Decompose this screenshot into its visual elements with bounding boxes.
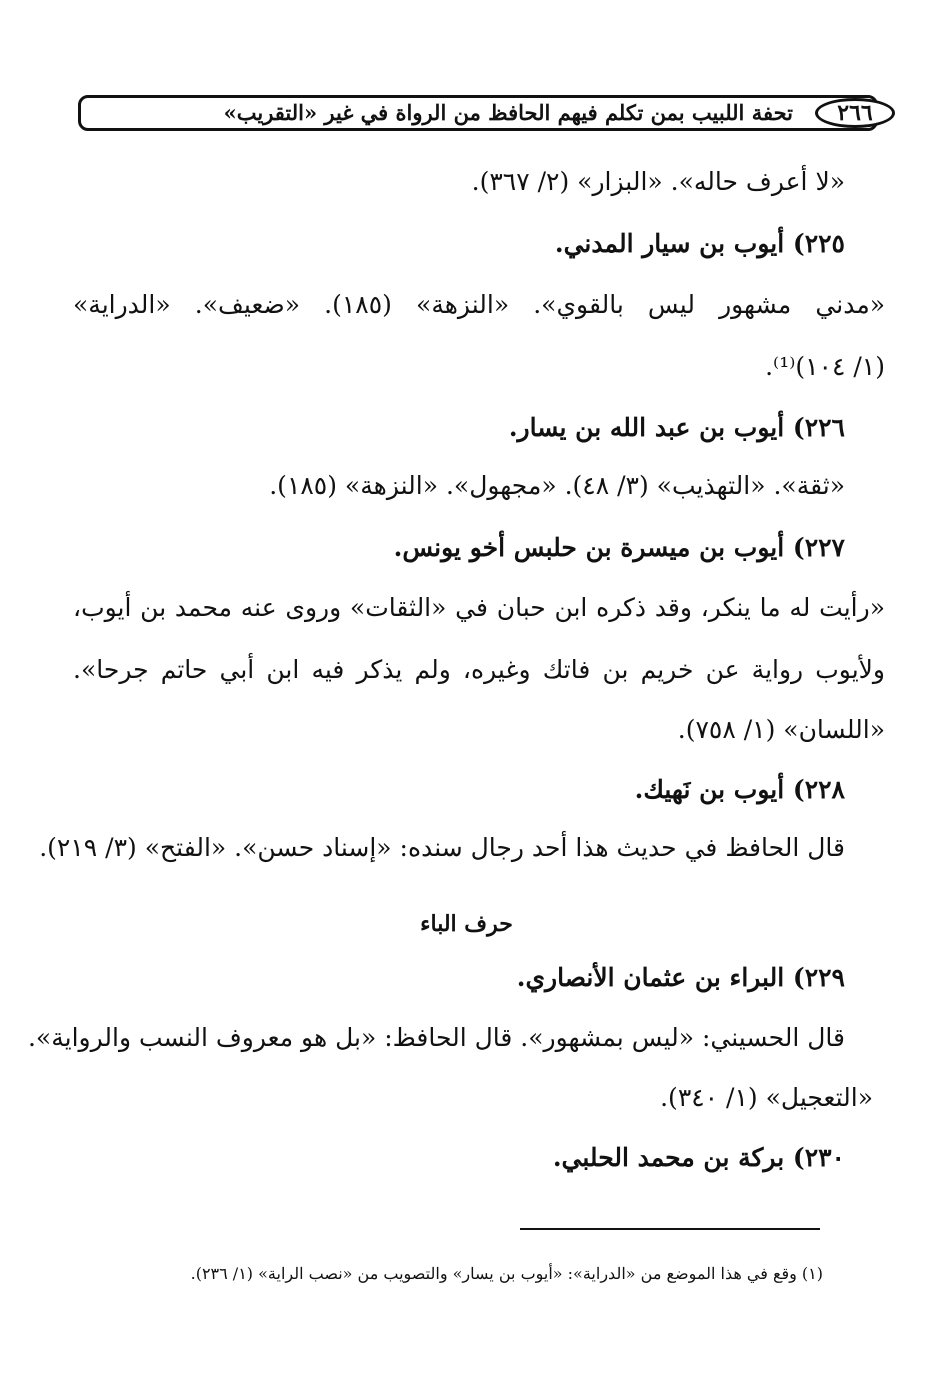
text-line: ولأيوب رواية عن خريم بن فاتك وغيره، ولم يذكر فيه ابن أبي حاتم جرحا». bbox=[73, 655, 885, 684]
entry-heading-226: ٢٢٦) أيوب بن عبد الله بن يسار. bbox=[508, 413, 845, 442]
text-line: «مدني مشهور ليس بالقوي». «النزهة» (١٨٥). «ضعيف». «الدراية» bbox=[73, 290, 885, 319]
text-line: «اللسان» (١/ ٧٥٨). bbox=[677, 715, 885, 744]
footnote: (١) وقع في هذا الموضع من «الدراية»: «أيوب بن يسار» والتصويب من «نصب الراية» (١/ ٢٣٦). bbox=[190, 1264, 823, 1283]
text-line: «التعجيل» (١/ ٣٤٠). bbox=[660, 1083, 873, 1112]
text-line: «لا أعرف حاله». «البزار» (٢/ ٣٦٧). bbox=[471, 167, 845, 196]
page-number: ٢٦٦ bbox=[815, 98, 895, 128]
text-line: (١/ ١٠٤)⁽¹⁾. bbox=[765, 352, 885, 381]
running-title: تحفة اللبيب بمن تكلم فيهم الحافظ من الرواة في غير «التقريب» bbox=[223, 100, 793, 125]
entry-heading-225: ٢٢٥) أيوب بن سيار المدني. bbox=[554, 229, 845, 258]
footnote-divider bbox=[520, 1228, 820, 1230]
entry-heading-228: ٢٢٨) أيوب بن نَهيك. bbox=[634, 775, 845, 804]
text-line: «رأيت له ما ينكر، وقد ذكره ابن حبان في «الثقات» وروى عنه محمد بن أيوب، bbox=[73, 593, 885, 622]
text-line: قال الحافظ في حديث هذا أحد رجال سنده: «إسناد حسن». «الفتح» (٣/ ٢١٩). bbox=[39, 833, 845, 862]
section-heading: حرف الباء bbox=[420, 911, 513, 937]
text-line: «ثقة». «التهذيب» (٣/ ٤٨). «مجهول». «النزهة» (١٨٥). bbox=[269, 471, 845, 500]
entry-heading-227: ٢٢٧) أيوب بن ميسرة بن حلبس أخو يونس. bbox=[393, 533, 845, 562]
text-line: قال الحسيني: «ليس بمشهور». قال الحافظ: «بل هو معروف النسب والرواية». bbox=[27, 1023, 845, 1052]
entry-heading-230: ٢٣٠) بركة بن محمد الحلبي. bbox=[552, 1143, 845, 1172]
entry-heading-229: ٢٢٩) البراء بن عثمان الأنصاري. bbox=[516, 963, 845, 992]
